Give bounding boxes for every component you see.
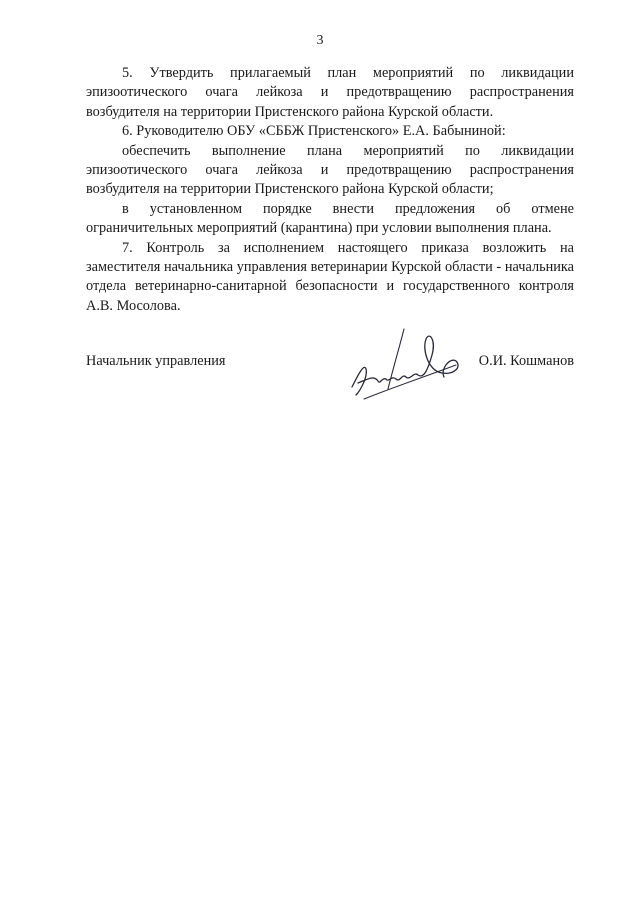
signatory-title: Начальник управления — [86, 353, 226, 369]
paragraph-item-6-propose: в установленном порядке внести предложения об отмене ограничительных мероприятий (карантина) при условии выполнения плана. — [86, 200, 574, 237]
page-number: 3 — [316, 33, 324, 48]
paragraph-item-5: 5. Утвердить прилагаемый план мероприятий по ликвидации эпизоотического очага лейкоза и предотвращению распространения возбудителя на территории Пристенского района Курской области. — [86, 65, 574, 120]
signatory-name: О.И. Кошманов — [478, 353, 574, 369]
paragraph-item-6-ensure: обеспечить выполнение плана мероприятий по ликвидации эпизоотического очага лейкоза и предотвращению распространения возбудителя на территории Пристенского района Курской области; — [86, 142, 574, 198]
paragraph-item-6: 6. Руководителю ОБУ «СББЖ Пристенского» Е.А. Бабыниной: — [122, 123, 506, 140]
order-body — [86, 64, 574, 316]
handwritten-signature — [344, 325, 474, 405]
signature-block — [86, 345, 574, 405]
paragraph-item-7: 7. Контроль за исполнением настоящего приказа возложить на заместителя начальника управления ветеринарии Курской области - начальника отдела ветеринарно-санитарной безопасности и государственного контроля А.В. Мосолова. — [86, 239, 574, 314]
